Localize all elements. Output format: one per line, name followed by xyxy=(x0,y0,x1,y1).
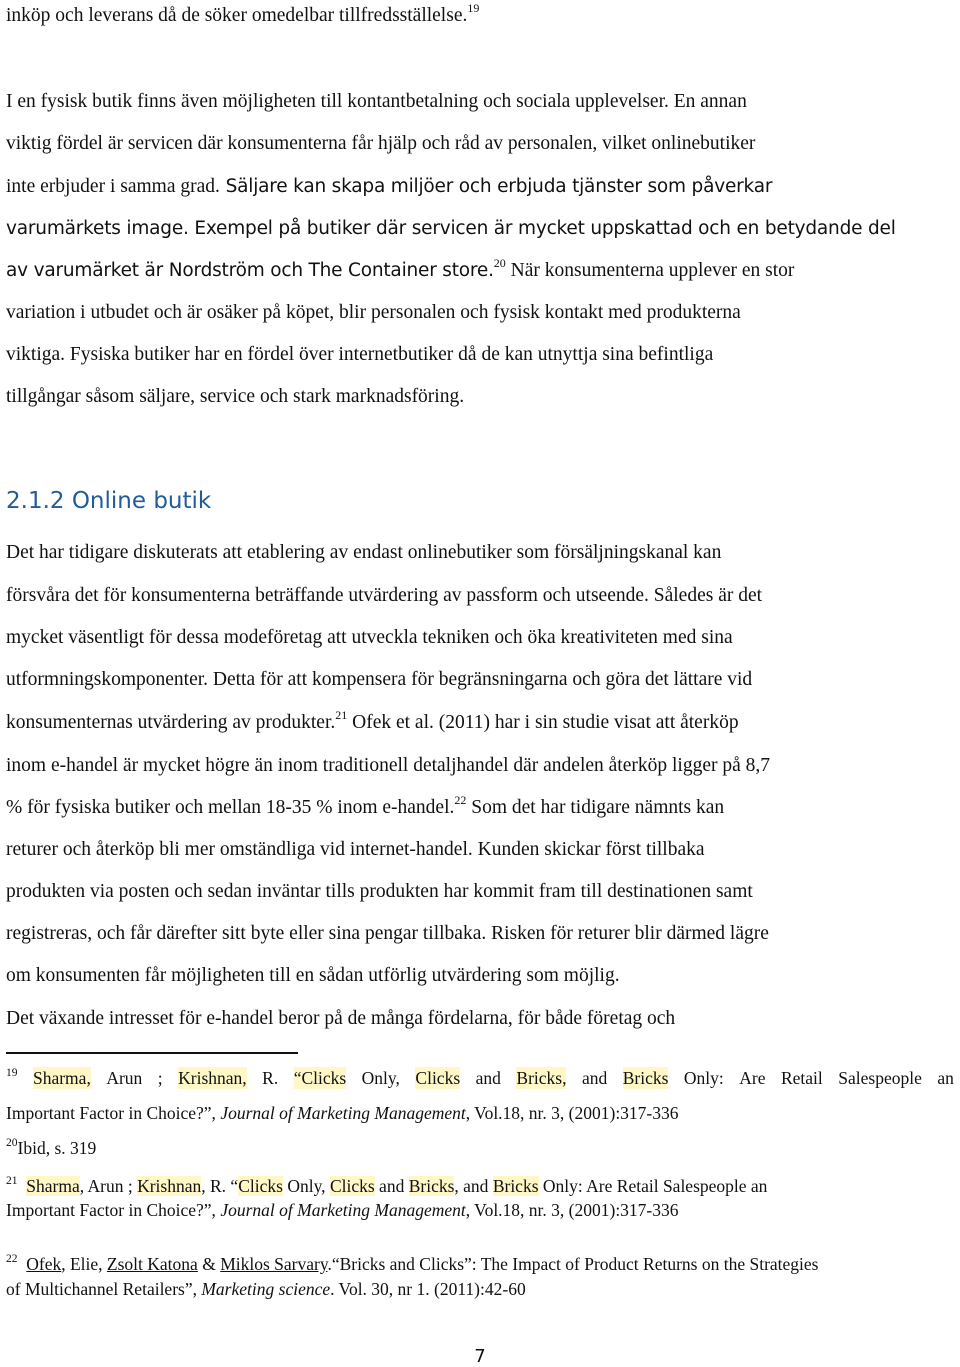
highlighted-term: Sharma xyxy=(26,1176,80,1196)
page-number: 7 xyxy=(474,1346,486,1367)
body-line xyxy=(6,793,725,820)
body-line xyxy=(6,175,772,199)
word: an xyxy=(937,1068,954,1088)
highlighted-term: Clicks xyxy=(415,1068,461,1088)
body-line xyxy=(6,1,480,28)
highlighted-term: Bricks xyxy=(492,1176,539,1196)
text-segment: . Vol. 30, nr 1. (2011):42-60 xyxy=(330,1279,526,1299)
text-segment: av varumärket är Nordström och The Container store. xyxy=(6,260,494,281)
footnote-text: Ibid, s. 319 xyxy=(17,1138,97,1158)
highlighted-term: Clicks xyxy=(329,1176,375,1196)
footnote-20 xyxy=(6,1137,96,1159)
text-segment: utformningskomponenter. xyxy=(6,669,209,690)
highlighted-term: Sharma, xyxy=(32,1068,91,1088)
text-segment: inköp och leverans då de söker omedelbar tillfredsställelse. xyxy=(6,5,468,26)
text-segment: Only: Are Retail Salespeople an xyxy=(538,1176,768,1196)
journal-title: Journal of Marketing Management xyxy=(220,1200,466,1220)
text-segment: försvåra det för konsumenterna beträffande utvärdering av passform och utseende. xyxy=(6,585,649,606)
text-segment: inom e-handel är mycket högre än inom traditionell detaljhandel där andelen återköp ligger på 8,7 xyxy=(6,755,771,776)
body-line xyxy=(6,626,733,650)
text-segment: Exempel på butiker där servicen är mycket uppskattad och en betydande del xyxy=(188,218,896,239)
body-line xyxy=(6,217,896,241)
text-segment: and xyxy=(374,1176,409,1196)
footnote-19 xyxy=(6,1067,954,1089)
text-segment: & xyxy=(197,1254,221,1274)
text-segment: Important Factor in Choice?”, xyxy=(6,1200,221,1220)
body-line xyxy=(6,708,739,735)
section-heading: 2.1.2 Online butik xyxy=(6,488,212,514)
body-line xyxy=(6,1007,675,1031)
word: Arun xyxy=(106,1068,143,1088)
text-segment: Ofek et al. (2011) har i sin studie visat att återköp xyxy=(347,712,739,733)
footnote-21 xyxy=(6,1175,767,1197)
highlighted-term: Clicks xyxy=(238,1176,283,1196)
text-segment: Fysiska butiker har en fördel över internetbutiker då de kan utnyttja sina befintliga xyxy=(65,344,714,365)
body-line xyxy=(6,880,753,904)
word: and xyxy=(581,1068,608,1088)
text-segment: , Vol.18, nr. 3, (2001):317-336 xyxy=(465,1103,679,1123)
text-segment: , R. “ xyxy=(201,1176,239,1196)
footnote-ref[interactable]: 22 xyxy=(454,793,467,807)
text-segment: Således är det xyxy=(648,585,763,606)
text-segment: viktig fördel är servicen där konsumenterna får hjälp och råd av personalen, vilket onlinebutiker xyxy=(6,133,756,154)
text-segment: mycket väsentligt för dessa modeföretag att utveckla tekniken och öka kreativiteten med sina xyxy=(6,627,733,648)
text-segment: konsumenternas utvärdering av produkter. xyxy=(6,712,336,733)
highlighted-term: Bricks, xyxy=(516,1068,567,1088)
text-segment: Important Factor in Choice?”, xyxy=(6,1103,221,1123)
text-segment: Risken för returer blir därmed lägre xyxy=(486,923,769,944)
body-line xyxy=(6,301,741,325)
footnote-number: 21 xyxy=(6,1175,18,1187)
text-segment: om konsumenten får möjligheten till en sådan utförlig utvärdering som möjlig. xyxy=(6,965,620,986)
footnote-22-line2 xyxy=(6,1278,526,1300)
highlighted-term: Bricks xyxy=(622,1068,669,1088)
text-segment: % för fysiska butiker och mellan 18-35 % inom e-handel. xyxy=(6,797,455,818)
journal-title: Journal of Marketing Management xyxy=(220,1103,466,1123)
footnote-number: 22 xyxy=(6,1253,18,1265)
highlighted-term: Krishnan, xyxy=(178,1068,247,1088)
body-line xyxy=(6,256,795,283)
text-segment: Säljare kan skapa miljöer och erbjuda tjänster som påverkar xyxy=(219,176,773,197)
word: Are xyxy=(739,1068,766,1088)
text-segment: .“Bricks and Clicks”: The Impact of Product Returns on the Strategies xyxy=(327,1254,819,1274)
word: R. xyxy=(262,1068,279,1088)
footnote-ref[interactable]: 20 xyxy=(493,256,506,270)
footnote-number xyxy=(6,1067,18,1089)
body-line xyxy=(6,132,755,156)
text-segment: returer och återköp bli mer omständliga vid internet-handel. xyxy=(6,839,473,860)
text-segment: viktiga. xyxy=(6,344,66,365)
journal-title: Marketing science xyxy=(201,1279,331,1299)
text-segment: , and xyxy=(454,1176,493,1196)
text-segment: I en fysisk butik finns även möjligheten till kontantbetalning och sociala upplevelser. En annan xyxy=(6,91,747,112)
footnote-19-line2 xyxy=(6,1102,679,1124)
text-segment: variation i utbudet och är osäker på köpet, blir personalen och fysisk kontakt med produkterna xyxy=(6,302,741,323)
word: ; xyxy=(157,1068,163,1088)
text-segment: inte erbjuder i samma grad. xyxy=(6,176,220,197)
word: Only, xyxy=(361,1068,400,1088)
body-line xyxy=(6,668,752,692)
body-line xyxy=(6,343,713,367)
text-segment: , Arun ; xyxy=(79,1176,138,1196)
body-line xyxy=(6,584,762,608)
text-segment: , Vol.18, nr. 3, (2001):317-336 xyxy=(465,1200,679,1220)
text-segment: varumärkets image. xyxy=(6,218,189,239)
body-line xyxy=(6,541,721,565)
highlighted-term: Bricks xyxy=(408,1176,455,1196)
text-segment: produkten via posten och sedan inväntar tills produkten har kommit fram till destinationen samt xyxy=(6,881,753,902)
footnote-number: 20 xyxy=(6,1137,18,1149)
text-segment: Detta för att kompensera för begränsningarna och göra det lättare vid xyxy=(208,669,753,690)
body-line xyxy=(6,922,769,946)
text-segment: Kunden skickar först tillbaka xyxy=(472,839,705,860)
text-segment: Only, xyxy=(282,1176,330,1196)
text-segment: , Elie, xyxy=(61,1254,107,1274)
word: Only: xyxy=(683,1068,724,1088)
highlighted-term: “Clicks xyxy=(293,1068,347,1088)
footnote-21-line2 xyxy=(6,1199,679,1221)
author-link[interactable]: Ofek xyxy=(26,1254,62,1274)
footnote-separator xyxy=(6,1052,298,1054)
text-segment: of Multichannel Retailers”, xyxy=(6,1279,202,1299)
body-line xyxy=(6,90,747,114)
word: Salespeople xyxy=(838,1068,922,1088)
word: and xyxy=(475,1068,501,1088)
text-segment: tillgångar såsom säljare, service och stark marknadsföring. xyxy=(6,386,465,407)
footnote-22 xyxy=(6,1253,818,1275)
body-line xyxy=(6,838,705,862)
author-link[interactable]: Miklos Sarvary xyxy=(220,1254,328,1274)
text-segment: Det växande intresset för e-handel beror på de många fördelarna, för både företag och xyxy=(6,1008,676,1029)
footnote-number-text: 19 xyxy=(6,1067,18,1079)
footnote-ref[interactable]: 19 xyxy=(467,1,480,15)
footnote-ref[interactable]: 21 xyxy=(335,708,348,722)
body-line xyxy=(6,385,464,409)
text-segment: Som det har tidigare nämnts kan xyxy=(466,797,725,818)
body-line xyxy=(6,964,620,988)
text-segment: registreras, och får därefter sitt byte eller sina pengar tillbaka. xyxy=(6,923,487,944)
text-segment: När konsumenterna upplever en stor xyxy=(505,260,795,281)
body-line xyxy=(6,754,770,778)
text-segment: Det har tidigare diskuterats att etablering av endast onlinebutiker som försäljningskanal kan xyxy=(6,542,722,563)
highlighted-term: Krishnan xyxy=(137,1176,202,1196)
word: Retail xyxy=(780,1068,823,1088)
author-link[interactable]: Zsolt Katona xyxy=(106,1254,198,1274)
